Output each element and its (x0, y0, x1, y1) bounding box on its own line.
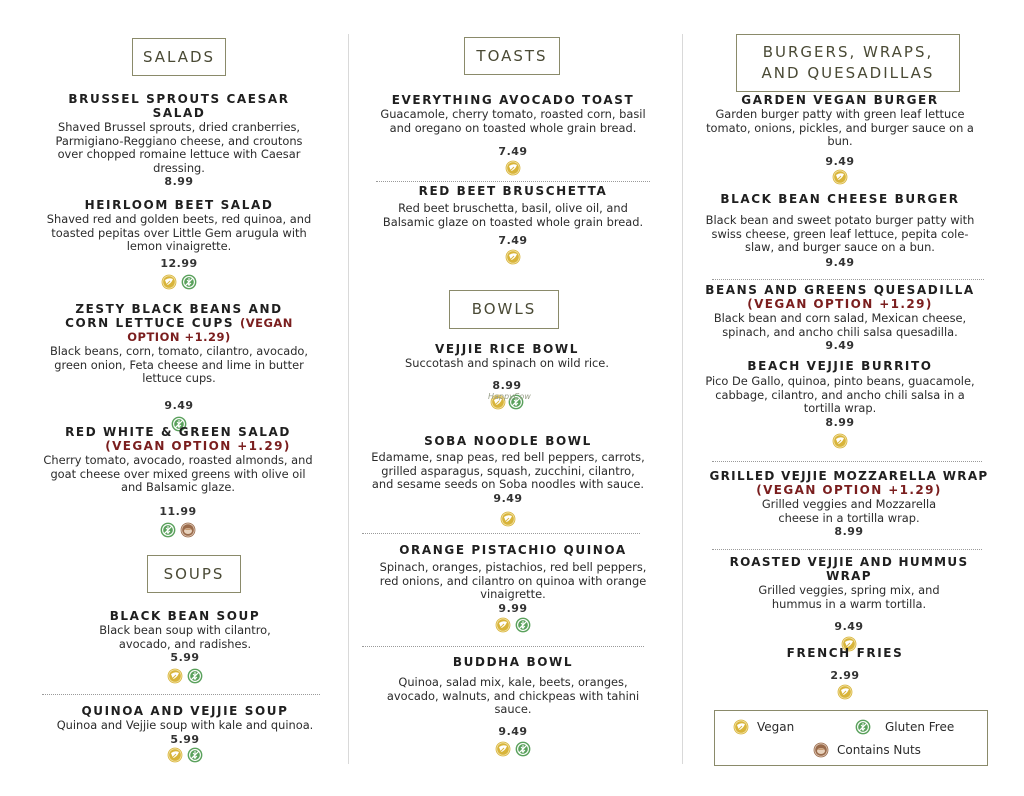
item-price: 9.49 (498, 724, 528, 738)
item-description: Black bean and corn salad, Mexican cheese, spinach, and ancho chili salsa quesadilla. (713, 311, 967, 339)
vegan-leaf-icon (505, 249, 521, 265)
menu-item (374, 184, 652, 267)
vegan-leaf-icon (167, 668, 183, 684)
menu-item (44, 92, 314, 188)
item-title: BUDDHA BOWL (452, 655, 574, 669)
vegan-option-label: (VEGAN OPTION +1.29) (127, 316, 293, 344)
item-title: BRUSSEL SPROUTS CAESAR SALAD (68, 92, 290, 120)
item-divider (42, 694, 320, 695)
item-title: RED BEET BRUSCHETTA (418, 184, 608, 198)
item-description: Shaved Brussel sprouts, dried cranberries, Parmigiano-Reggiano cheese, and croutons over chopped romaine lettuce with Caesar dressing. (55, 120, 303, 175)
vegan-leaf-icon (837, 684, 853, 700)
column-divider-left (348, 34, 349, 764)
item-price: 9.99 (498, 601, 528, 615)
item-price: 9.49 (825, 339, 855, 352)
item-title: GRILLED VEJJIE MOZZARELLA WRAP (709, 469, 989, 483)
menu-item (704, 646, 986, 702)
menu-item (704, 283, 976, 352)
item-description: Grilled veggies and Mozzarella cheese in a tortilla wrap. (761, 497, 937, 525)
item-description: Quinoa, salad mix, kale, beets, oranges, avocado, walnuts, and chickpeas with tahini sauce. (386, 675, 640, 716)
item-description: Black beans, corn, tomato, cilantro, avocado, green onion, Feta cheese and lime in butter lettuce cups. (49, 344, 309, 385)
vegan-leaf-icon (832, 433, 848, 449)
item-price: 9.49 (493, 491, 523, 505)
item-divider (376, 181, 650, 182)
bowls-header (449, 290, 559, 329)
legend-gluten-free-label: Gluten Free (885, 720, 955, 734)
item-title: QUINOA AND VEJJIE SOUP (81, 704, 289, 718)
vegan-option-label: (VEGAN OPTION +1.29) (105, 439, 291, 453)
gluten-free-icon (181, 274, 197, 290)
item-title: EVERYTHING AVOCADO TOAST (391, 93, 635, 107)
vegan-leaf-icon (500, 511, 516, 527)
diet-legend (714, 710, 988, 766)
item-divider (362, 533, 640, 534)
legend-nuts (813, 742, 921, 758)
diet-icons (44, 274, 314, 292)
menu-item (44, 198, 314, 292)
menu-item (370, 434, 646, 529)
item-price: 8.99 (834, 525, 864, 538)
vegan-option-label: (VEGAN OPTION +1.29) (756, 483, 942, 497)
salads-header-label: SALADS (142, 47, 216, 66)
burgers-header (736, 34, 960, 92)
item-price: 9.49 (834, 620, 864, 633)
item-description: Edamame, snap peas, red bell peppers, carrots, grilled asparagus, squash, zucchini, cilantro, and sesame seeds on Soba noodles with sauce. (371, 450, 645, 491)
diet-icons (40, 522, 316, 540)
menu-item (44, 609, 326, 686)
salads-header (132, 38, 226, 76)
item-divider (712, 461, 982, 462)
toasts-header (464, 37, 560, 75)
item-title: BEANS AND GREENS QUESADILLA (705, 283, 975, 297)
gluten-free-icon (187, 668, 203, 684)
menu-item (44, 302, 314, 434)
diet-icons (704, 433, 976, 451)
vegan-leaf-icon (733, 719, 749, 735)
vegan-leaf-icon (832, 169, 848, 185)
legend-vegan-label: Vegan (757, 720, 795, 734)
item-divider (712, 549, 982, 550)
item-title-part: CORN LETTUCE CUPS (65, 316, 235, 330)
burgers-header-line2: AND QUESADILLAS (761, 64, 935, 82)
item-price: 5.99 (170, 651, 200, 664)
gluten-free-icon (515, 617, 531, 633)
vegan-leaf-icon (495, 741, 511, 757)
watermark: HappyCow (488, 392, 531, 401)
item-description: Succotash and spinach on wild rice. (405, 356, 609, 370)
contains-nuts-icon (813, 742, 829, 758)
item-price: 8.99 (492, 378, 522, 392)
column-divider-right (682, 34, 683, 764)
toasts-header-label: TOASTS (476, 46, 548, 65)
menu-item (40, 425, 316, 540)
diet-icons (44, 747, 326, 765)
item-title: BLACK BEAN SOUP (109, 609, 261, 623)
vegan-leaf-icon (167, 747, 183, 763)
burgers-header-line1: BURGERS, WRAPS, (762, 43, 934, 61)
item-title: BLACK BEAN CHEESE BURGER (720, 192, 960, 206)
item-price: 9.49 (164, 398, 194, 412)
item-title: HEIRLOOM BEET SALAD (84, 198, 274, 212)
item-description: Pico De Gallo, quinoa, pinto beans, guacamole, cabbage, cilantro, and ancho chili salsa in a tortilla wrap. (705, 374, 975, 415)
menu-item (704, 469, 994, 538)
diet-icons (374, 617, 652, 635)
item-title: FRENCH FRIES (786, 646, 904, 660)
diet-icons (374, 741, 652, 759)
item-divider (362, 646, 644, 647)
item-description: Cherry tomato, avocado, roasted almonds, and goat cheese over mixed greens with olive oil and Balsamic glaze. (43, 453, 313, 494)
gluten-free-icon (515, 741, 531, 757)
vegan-leaf-icon (161, 274, 177, 290)
legend-nuts-label: Contains Nuts (837, 743, 921, 757)
diet-icons (44, 668, 326, 686)
legend-vegan (733, 719, 794, 735)
item-price: 9.49 (825, 154, 855, 168)
gluten-free-icon (855, 719, 871, 735)
vegan-leaf-icon (505, 160, 521, 176)
item-title: ZESTY BLACK BEANS AND (75, 302, 283, 316)
legend-gluten-free (855, 719, 954, 735)
diet-icons (374, 160, 652, 178)
item-price: 7.49 (498, 145, 528, 158)
soups-header-label: SOUPS (163, 564, 225, 583)
vegan-leaf-icon (495, 617, 511, 633)
item-price: 7.49 (498, 234, 528, 247)
item-divider (712, 279, 984, 280)
item-price: 11.99 (159, 504, 197, 518)
item-description: Garden burger patty with green leaf lettuce tomato, onions, pickles, and burger sauce on a bun. (706, 107, 974, 148)
diet-icons (370, 511, 646, 529)
item-price: 12.99 (160, 256, 198, 270)
menu-item (704, 555, 994, 654)
item-title: VEJJIE RICE BOWL (435, 342, 579, 356)
item-description: Red beet bruschetta, basil, olive oil, and Balsamic glaze on toasted whole grain bread. (382, 201, 644, 229)
item-description: Spinach, oranges, pistachios, red bell peppers, red onions, and cilantro on quinoa with orange vinaigrette. (379, 560, 647, 601)
item-description: Black bean and sweet potato burger patty with swiss cheese, green leaf lettuce, pepita cole-slaw, and burger sauce on a bun. (705, 213, 975, 254)
item-title: RED WHITE & GREEN SALAD (65, 425, 291, 439)
item-title: GARDEN VEGAN BURGER (741, 93, 939, 107)
menu-item (44, 704, 326, 765)
item-title: ORANGE PISTACHIO QUINOA (399, 543, 627, 557)
menu-item (374, 93, 652, 178)
diet-icons (374, 249, 652, 267)
vegan-option-label: (VEGAN OPTION +1.29) (747, 297, 933, 311)
soups-header (147, 555, 241, 593)
menu-item (704, 93, 976, 187)
item-price: 8.99 (825, 415, 855, 429)
item-description: Shaved red and golden beets, red quinoa, and toasted pepitas over Little Gem arugula with lemon vinaigrette. (46, 212, 312, 253)
item-price: 9.49 (825, 255, 855, 269)
item-price: 5.99 (170, 732, 200, 746)
item-description: Black bean soup with cilantro, avocado, and radishes. (99, 623, 271, 651)
item-title: SOBA NOODLE BOWL (424, 434, 592, 448)
item-description: Guacamole, cherry tomato, roasted corn, basil and oregano on toasted whole grain bread. (380, 107, 646, 135)
item-title: ROASTED VEJJIE AND HUMMUS WRAP (729, 555, 969, 583)
menu-item (374, 342, 640, 412)
contains-nuts-icon (180, 522, 196, 538)
menu-item (374, 543, 652, 635)
menu-item (704, 359, 976, 451)
menu-item (704, 192, 976, 269)
item-title: BEACH VEJJIE BURRITO (747, 359, 933, 373)
item-price: 8.99 (164, 175, 194, 188)
item-price: 2.99 (830, 669, 860, 682)
item-description: Quinoa and Vejjie soup with kale and quinoa. (56, 718, 314, 732)
diet-icons (704, 169, 976, 187)
diet-icons (704, 684, 986, 702)
menu-item (374, 655, 652, 759)
item-description: Grilled veggies, spring mix, and hummus in a warm tortilla. (758, 583, 940, 611)
gluten-free-icon (187, 747, 203, 763)
bowls-header-label: BOWLS (471, 300, 537, 318)
gluten-free-icon (160, 522, 176, 538)
item-title-line2 (44, 316, 314, 344)
